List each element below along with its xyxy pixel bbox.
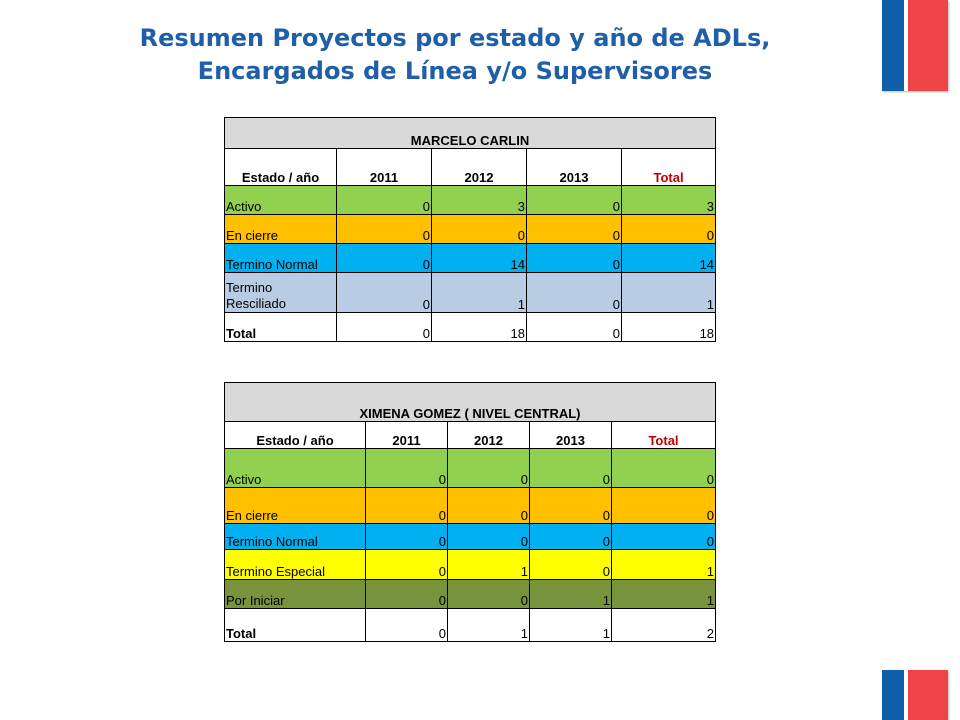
cell-2012: 0: [448, 449, 530, 488]
cell-2012: 14: [432, 244, 527, 273]
row-label: En cierre: [225, 488, 366, 524]
table-title-row: [225, 118, 716, 149]
header-estado: Estado / año: [225, 422, 366, 449]
header-total: Total: [612, 422, 716, 449]
cell-2013: 1: [530, 580, 612, 609]
header-2011: 2011: [366, 422, 448, 449]
cell-total: 2: [612, 609, 716, 642]
row-label: En cierre: [225, 215, 337, 244]
cell-2011: 0: [337, 244, 432, 273]
table-row-termino-normal: [225, 244, 716, 273]
cell-total: 18: [622, 313, 716, 342]
cell-2012: 1: [448, 609, 530, 642]
cell-2013: 0: [527, 313, 622, 342]
header-2013: 2013: [530, 422, 612, 449]
cell-2011: 0: [366, 609, 448, 642]
row-label: Termino Normal: [225, 244, 337, 273]
cell-2013: 0: [530, 488, 612, 524]
cell-2012: 1: [448, 550, 530, 580]
cell-2013: 0: [530, 524, 612, 550]
summary-table-marcelo-carlin: [224, 117, 716, 342]
cell-2012: 0: [432, 215, 527, 244]
table-row-total: [225, 609, 716, 642]
cell-2012: 0: [448, 580, 530, 609]
cell-2012: 3: [432, 186, 527, 215]
summary-table-ximena-gomez: [224, 382, 716, 642]
table-row-termino-especial: [225, 550, 716, 580]
cell-total: 0: [612, 449, 716, 488]
header-2012: 2012: [432, 149, 527, 186]
cell-2011: 0: [366, 488, 448, 524]
table-row-termino-resciliado: [225, 273, 716, 313]
cell-2013: 0: [527, 215, 622, 244]
cell-2012: 1: [432, 273, 527, 313]
row-label: Activo: [225, 449, 366, 488]
table-row-activo: [225, 449, 716, 488]
cell-total: 3: [622, 186, 716, 215]
header-2011: 2011: [337, 149, 432, 186]
cell-2012: 18: [432, 313, 527, 342]
flag-red-stripe: [908, 0, 948, 91]
page-title: [60, 22, 850, 88]
cell-2011: 0: [366, 550, 448, 580]
cell-2013: 0: [527, 186, 622, 215]
cell-2013: 0: [527, 244, 622, 273]
row-label: Termino Especial: [225, 550, 366, 580]
row-label: Activo: [225, 186, 337, 215]
table-row-en-cierre: [225, 215, 716, 244]
page-title-line-1: Resumen Proyectos por estado y año de ADLs,: [139, 24, 771, 52]
table-header-row: [225, 422, 716, 449]
page-title-line-2: Encargados de Línea y/o Supervisores: [197, 57, 713, 85]
cell-total: 14: [622, 244, 716, 273]
header-2013: 2013: [527, 149, 622, 186]
table-row-total: [225, 313, 716, 342]
cell-2011: 0: [366, 524, 448, 550]
flag-red-stripe: [908, 670, 948, 720]
cell-total: 0: [612, 524, 716, 550]
table-row-por-iniciar: [225, 580, 716, 609]
cell-2011: 0: [337, 273, 432, 313]
flag-blue-stripe: [882, 0, 904, 91]
cell-2012: 0: [448, 488, 530, 524]
row-label: Total: [225, 609, 366, 642]
flag-blue-stripe: [882, 670, 904, 720]
table-title: MARCELO CARLIN: [225, 118, 716, 149]
table-title: XIMENA GOMEZ ( NIVEL CENTRAL): [225, 383, 716, 422]
row-label: Total: [225, 313, 337, 342]
cell-2011: 0: [337, 215, 432, 244]
row-label: Termino Normal: [225, 524, 366, 550]
cell-2013: 1: [530, 609, 612, 642]
header-total: Total: [622, 149, 716, 186]
flag-logo-top: [882, 0, 948, 91]
cell-total: 0: [622, 215, 716, 244]
table-row-en-cierre: [225, 488, 716, 524]
cell-total: 1: [612, 580, 716, 609]
table-title-row: [225, 383, 716, 422]
cell-2012: 0: [448, 524, 530, 550]
table-row-termino-normal: [225, 524, 716, 550]
cell-2011: 0: [366, 580, 448, 609]
table-header-row: [225, 149, 716, 186]
cell-2013: 0: [527, 273, 622, 313]
cell-2013: 0: [530, 550, 612, 580]
cell-total: 0: [612, 488, 716, 524]
row-label: Termino Resciliado: [225, 273, 337, 313]
cell-2011: 0: [337, 186, 432, 215]
header-estado: Estado / año: [225, 149, 337, 186]
header-2012: 2012: [448, 422, 530, 449]
row-label: Por Iniciar: [225, 580, 366, 609]
cell-2011: 0: [366, 449, 448, 488]
cell-total: 1: [622, 273, 716, 313]
cell-total: 1: [612, 550, 716, 580]
table-row-activo: [225, 186, 716, 215]
flag-logo-bottom: [882, 670, 948, 720]
cell-2013: 0: [530, 449, 612, 488]
cell-2011: 0: [337, 313, 432, 342]
